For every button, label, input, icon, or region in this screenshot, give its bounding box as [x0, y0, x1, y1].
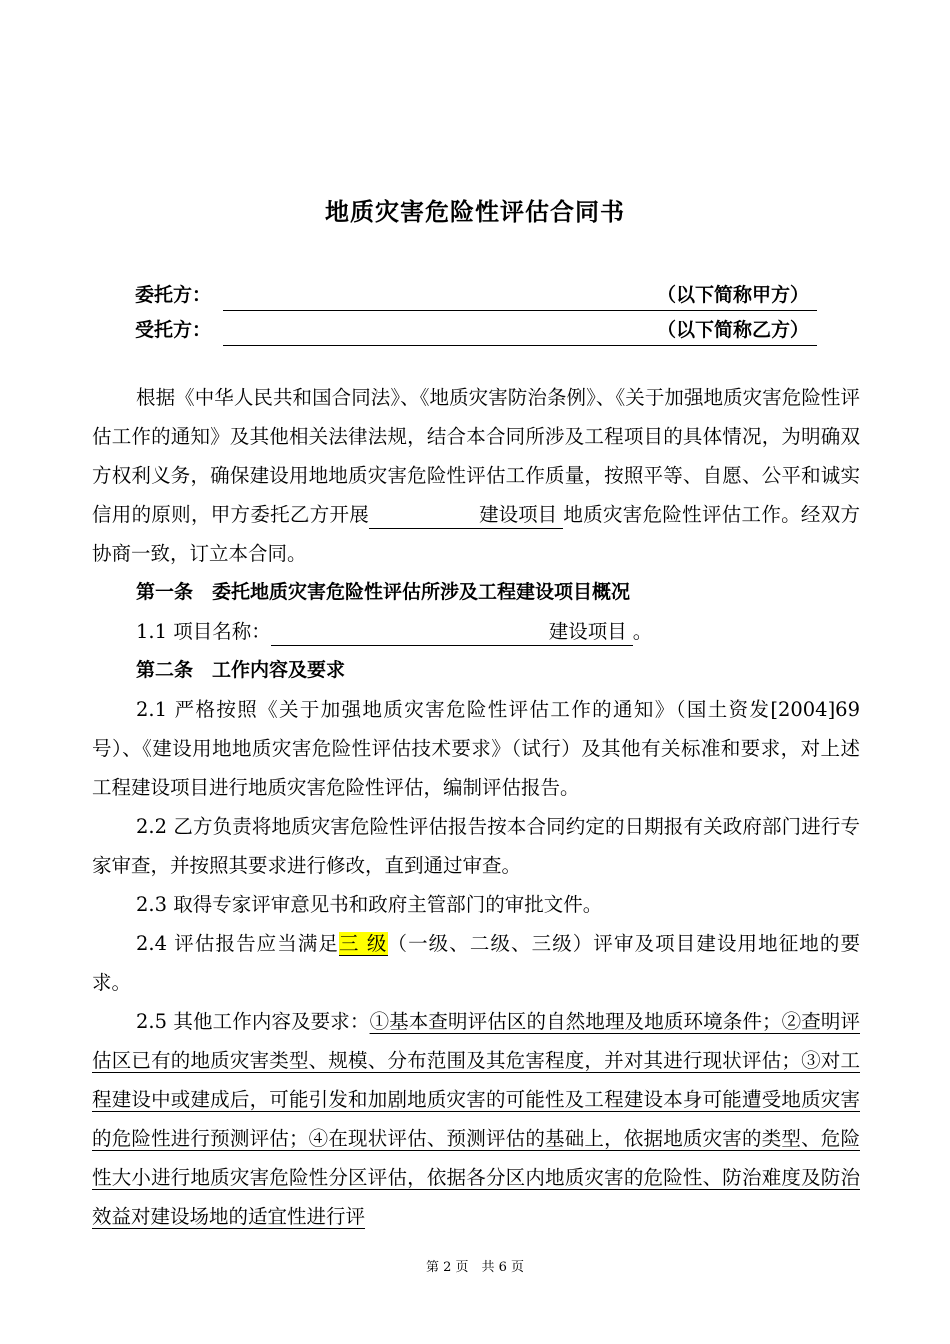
- item-2-3: 2.3 取得专家评审意见书和政府主管部门的审批文件。: [136, 893, 603, 916]
- item-2-4: [92, 924, 860, 1002]
- item-1-1-end: 。: [632, 620, 653, 643]
- intro-text-2: 地质灾害危险性评估工作。经双方协商一致，订立本合同。: [92, 503, 860, 565]
- client-label: 委托方：: [135, 284, 212, 306]
- item-2-4-pre: 2.4 评估报告应当满足: [136, 932, 340, 955]
- intro-paragraph: [92, 378, 860, 573]
- intro-project-name: 建设项目: [479, 503, 558, 526]
- item-1-1-label: 1.1 项目名称：: [136, 620, 271, 643]
- item-2-5-requirements: ①基本查明评估区的自然地理及地质环境条件；②查明评估区已有的地质灾害类型、规模、分布范围及其危害程度，并对其进行现状评估；③对工程建设中或建成后，可能引发和加剧地质灾害的可能性及工程建设本身可能遭受地质灾害的危险性进行预测评估；④在现状评估、预测评估的基础上，依据地质灾害的类型、危险性大小进行地质灾害危险性分区评估，依据各分区内地质灾害的危险性、防治难度及防治效益对建设场地的适宜性进行评: [92, 1010, 860, 1228]
- client-note: （以下简称甲方）: [656, 284, 809, 306]
- article-2-heading: 第二条 工作内容及要求: [136, 659, 346, 681]
- article-1-heading: 第一条 委托地质灾害危险性评估所涉及工程建设项目概况: [136, 581, 631, 603]
- item-1-1-value: 建设项目: [548, 620, 627, 643]
- item-2-2: 2.2 乙方负责将地质灾害危险性评估报告按本合同约定的日期报有关政府部门进行专家审查，并按照其要求进行修改，直到通过审查。: [92, 815, 860, 877]
- intro-text-1: 根据《中华人民共和国合同法》、《地质灾害防治条例》、《关于加强地质灾害危险性评估工作的通知》及其他相关法律法规，结合本合同所涉及工程项目的具体情况，为明确双方权利义务，确保建设用地地质灾害危险性评估工作质量，按照平等、自愿、公平和诚实信用的原则，甲方委托乙方开展: [92, 386, 860, 526]
- assessment-level-highlight: 三 级: [339, 932, 388, 955]
- item-1-1: [92, 612, 860, 651]
- intro-project-blank: [369, 502, 563, 529]
- contractor-label: 受托方：: [135, 319, 212, 341]
- contract-body: [92, 378, 860, 1236]
- party-client: [135, 280, 825, 310]
- item-1-1-blank: [271, 619, 633, 646]
- item-2-1: 2.1 严格按照《关于加强地质灾害危险性评估工作的通知》（国土资发[2004]69号）、《建设用地地质灾害危险性评估技术要求》（试行）及其他有关标准和要求，对上述工程建设项目进行地质灾害危险性评估，编制评估报告。: [92, 698, 860, 799]
- item-2-5-pre: 2.5 其他工作内容及要求：: [136, 1010, 370, 1033]
- page-footer: 第 2 页 共 6 页: [425, 1260, 525, 1275]
- contractor-note: （以下简称乙方）: [656, 319, 809, 341]
- party-contractor: [135, 315, 825, 345]
- item-2-4-post: （一级、二级、三级）评审及项目建设用地征地的要求。: [92, 932, 860, 994]
- document-title: 地质灾害危险性评估合同书: [325, 198, 625, 226]
- item-2-5: [92, 1002, 860, 1236]
